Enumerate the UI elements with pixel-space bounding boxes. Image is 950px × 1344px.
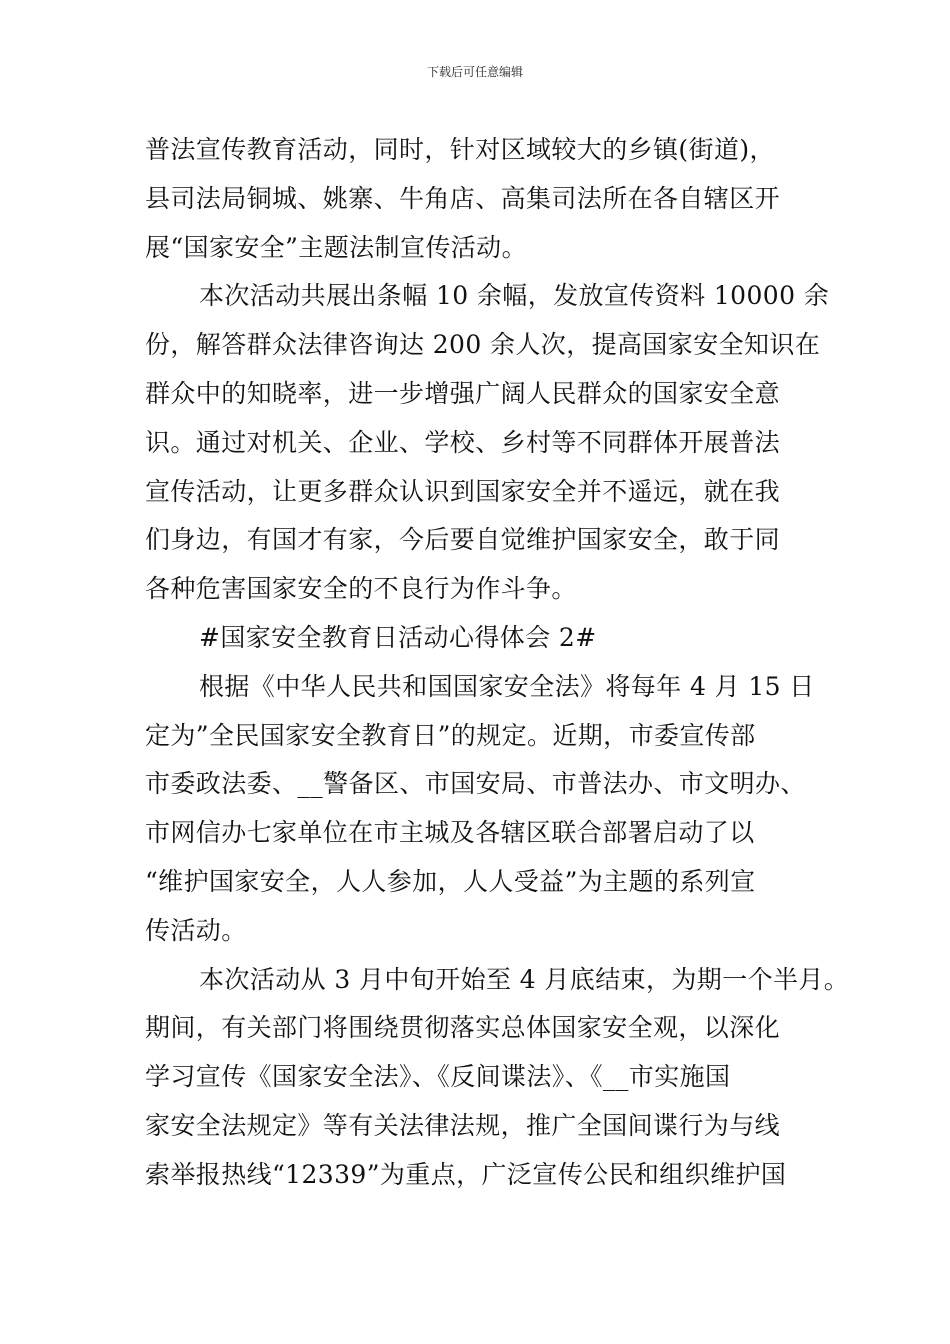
text-line: 市委政法委、__警备区、市国安局、市普法办、市文明办、 [145, 769, 806, 799]
text-line: 宣传活动，让更多群众认识到国家安全并不遥远，就在我 [145, 476, 781, 506]
text-line: 定为”全民国家安全教育日”的规定。近期，市委宣传部 [145, 720, 756, 750]
text-line: 普法宣传教育活动，同时，针对区域较大的乡镇(街道)， [145, 135, 775, 164]
section-heading: #国家安全教育日活动心得体会 2# [199, 622, 597, 652]
text-line: 各种危害国家安全的不良行为作斗争。 [145, 574, 577, 604]
text-line: 展“国家安全”主题法制宣传活动。 [145, 232, 527, 262]
text-line: 家安全法规定》等有关法律法规，推广全国间谍行为与线 [145, 1110, 781, 1140]
text-line: 期间，有关部门将围绕贯彻落实总体国家安全观，以深化 [145, 1013, 781, 1043]
text-line: 县司法局铜城、姚寨、牛角店、高集司法所在各自辖区开 [145, 183, 781, 213]
text-line: 群众中的知晓率，进一步增强广阔人民群众的国家安全意 [145, 378, 781, 408]
text-line: 识。通过对机关、企业、学校、乡村等不同群体开展普法 [145, 427, 781, 457]
paragraph-start-line: 本次活动共展出条幅 10 余幅，发放宣传资料 10000 余 [199, 281, 830, 311]
text-line: 传活动。 [145, 915, 247, 945]
document-body [145, 126, 850, 1200]
paragraph-start-line: 本次活动从 3 月中旬开始至 4 月底结束，为期一个半月。 [199, 964, 850, 994]
text-line: “维护国家安全，人人参加，人人受益”为主题的系列宣 [145, 866, 756, 896]
paragraph-start-line: 根据《中华人民共和国国家安全法》将每年 4 月 15 日 [199, 671, 815, 701]
text-line: 份，解答群众法律咨询达 200 余人次，提高国家安全知识在 [145, 330, 821, 360]
text-line: 们身边，有国才有家，今后要自觉维护国家安全，敢于同 [145, 525, 781, 555]
text-line: 市网信办七家单位在市主城及各辖区联合部署启动了以 [145, 818, 755, 848]
text-line: 索举报热线“12339”为重点，广泛宣传公民和组织维护国 [145, 1159, 787, 1189]
page-header: 下载后可任意编辑 [426, 65, 523, 79]
text-line: 学习宣传《国家安全法》、《反间谍法》、《__市实施国 [145, 1062, 731, 1092]
